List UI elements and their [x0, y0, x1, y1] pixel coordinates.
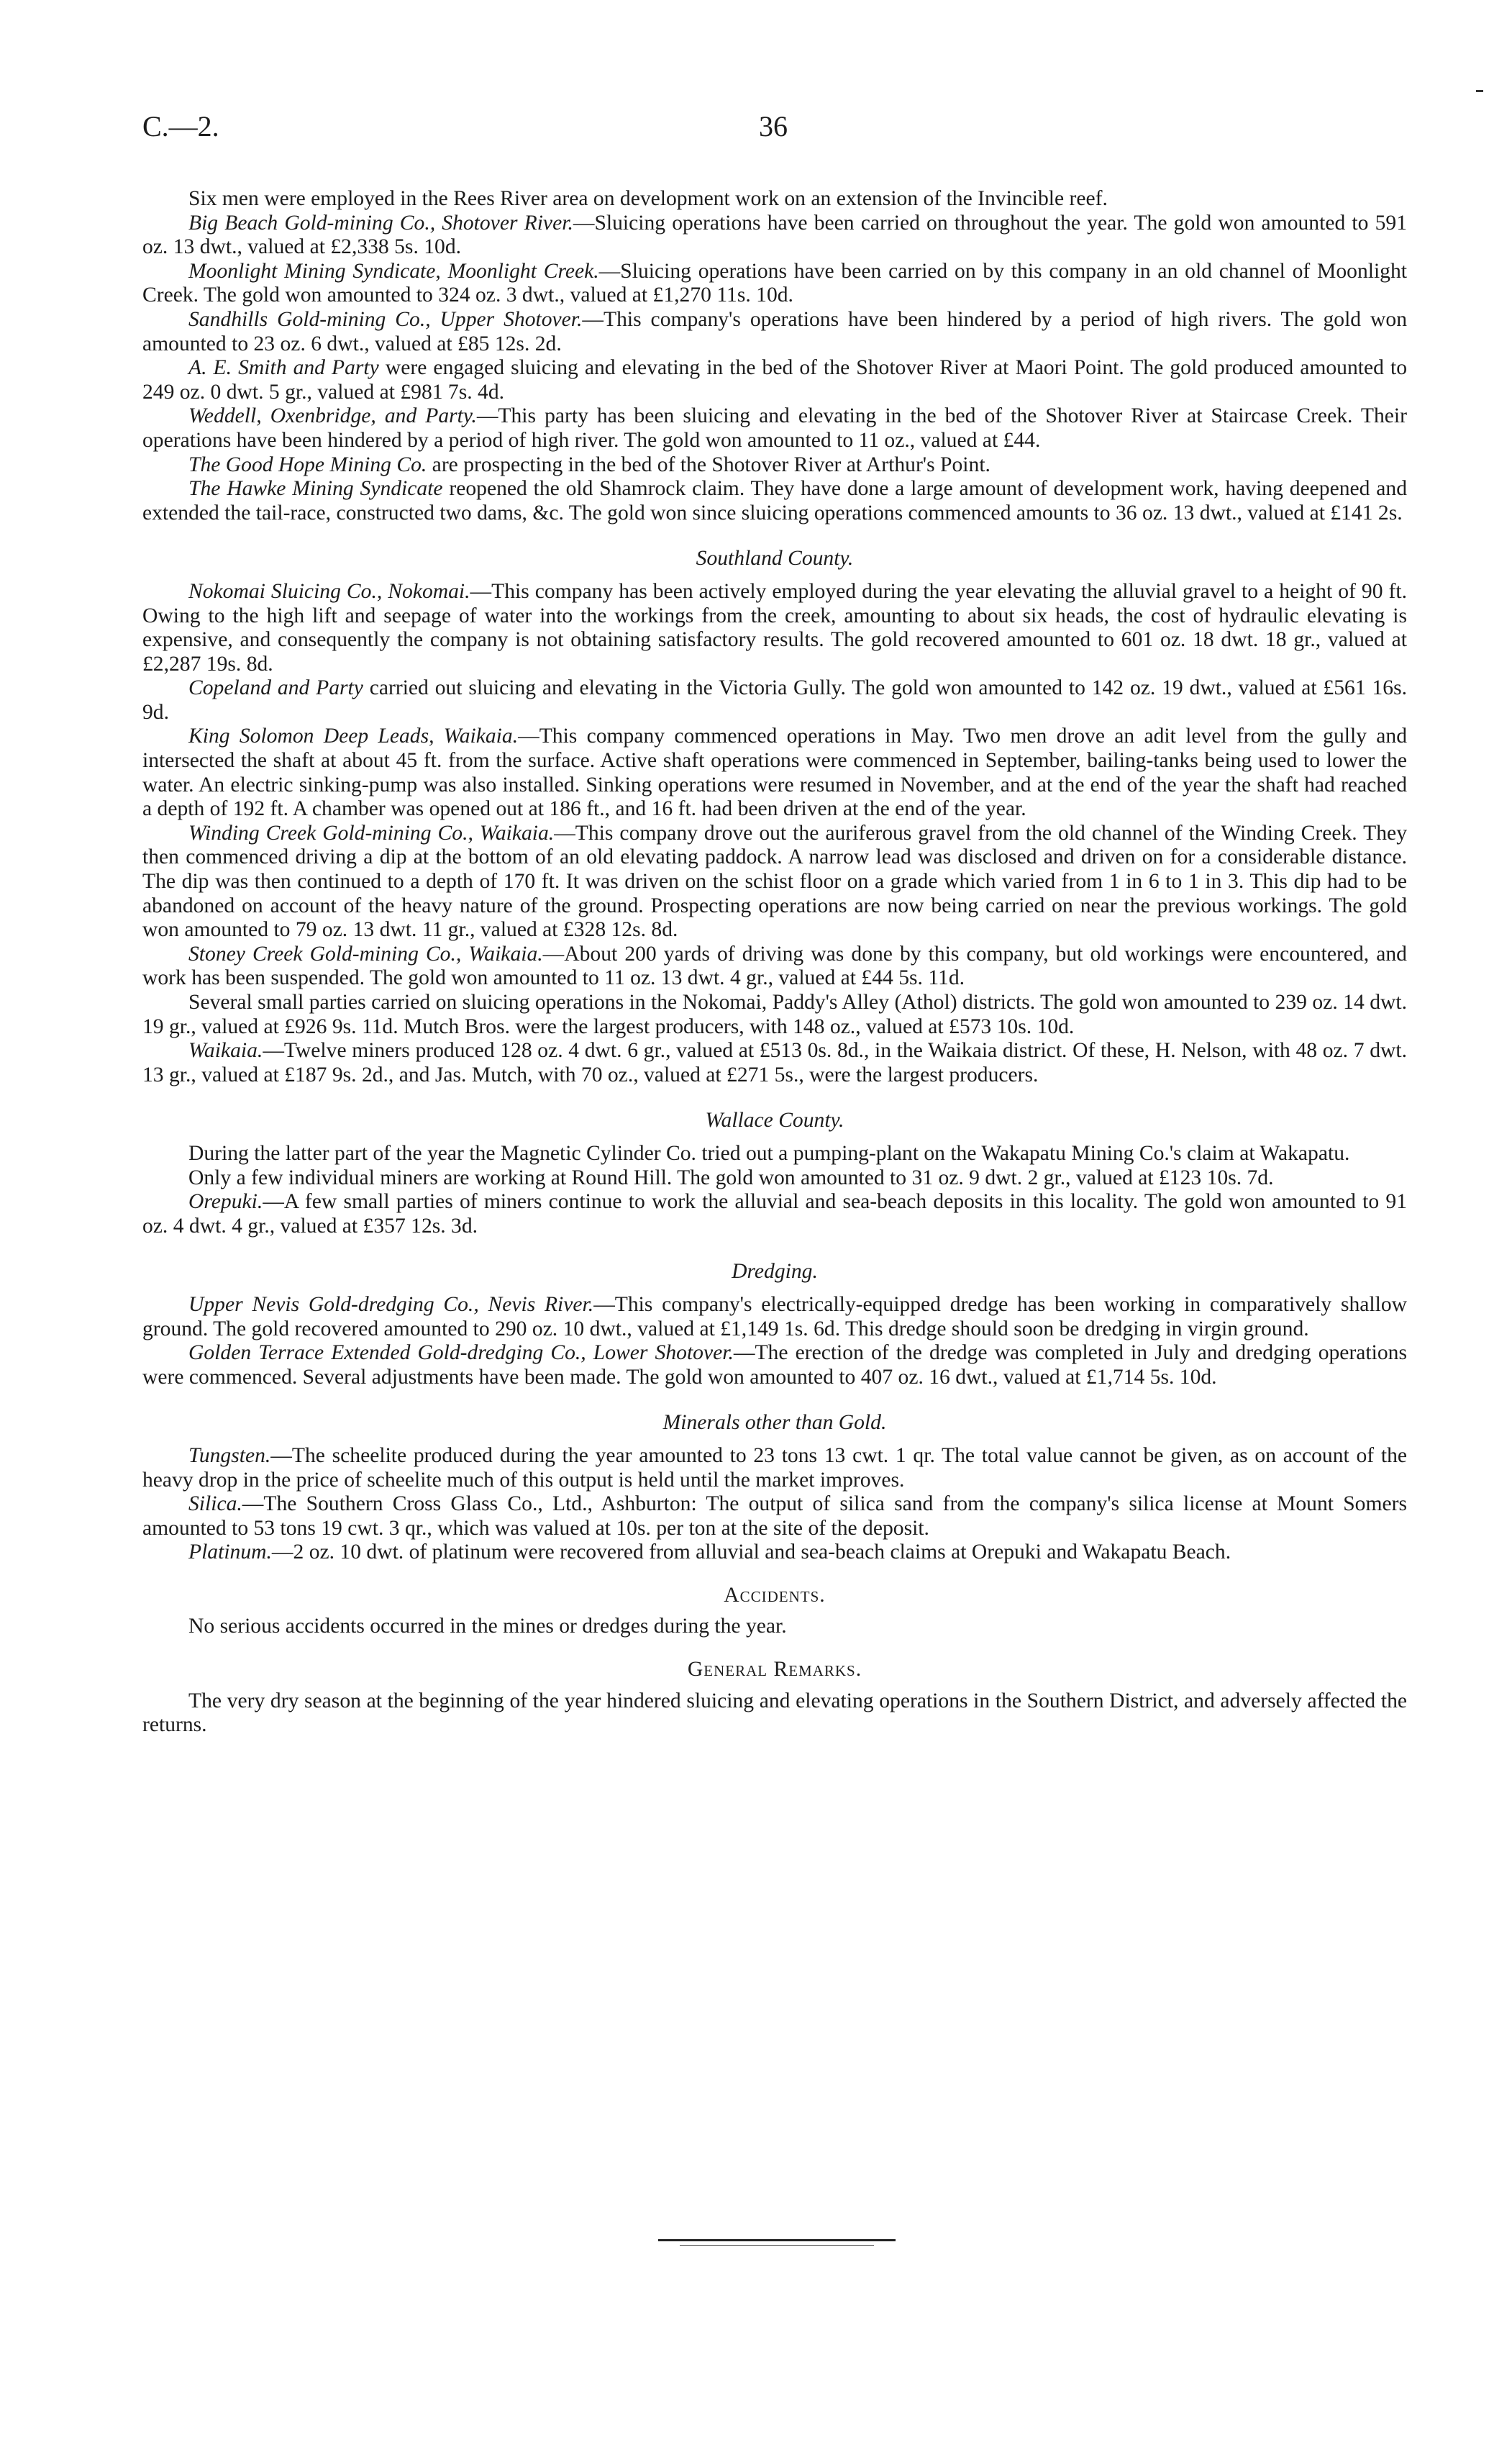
page-header — [142, 109, 1404, 153]
heading-dredging: Dredging. — [732, 1260, 818, 1284]
paragraph-text: The very dry season at the beginning of the year hindered sluicing and elevating operations in the Southern District, and adversely affected the returns. — [142, 1689, 1407, 1737]
section-otago-paragraphs — [142, 187, 1407, 525]
paragraph-text: are prospecting in the bed of the Shotover River at Arthur's Point. — [427, 453, 990, 476]
paragraph-lead: Golden Terrace Extended Gold-dredging Co., Lower Shotover. — [188, 1341, 734, 1365]
paragraph — [142, 1444, 1407, 1492]
end-rule — [658, 2239, 896, 2241]
section-wallace-paragraphs — [142, 1142, 1407, 1238]
paragraph-text: —This company's operations have been hindered by a period of high rivers. The gold won amounted to 23 oz. 6 dwt., valued at £85 12s. 2d. — [142, 307, 1407, 355]
paragraph-lead: The Good Hope Mining Co. — [188, 453, 427, 476]
paragraph-lead: Upper Nevis Gold-dredging Co., Nevis River. — [188, 1292, 594, 1316]
paragraph-text: —The scheelite produced during the year amounted to 23 tons 13 cwt. 1 qr. The total value cannot be given, as on account of the heavy drop in the price of scheelite much of this output is held until the market improves. — [142, 1443, 1407, 1492]
paragraph — [142, 1689, 1407, 1738]
paragraph — [142, 212, 1407, 260]
paragraph-text: —Sluicing operations have been carried on by this company in an old channel of Moonlight Creek. The gold won amounted to 324 oz. 3 dwt., valued at £1,270 11s. 10d. — [142, 259, 1407, 307]
section-southland-paragraphs — [142, 580, 1407, 1087]
paragraph-text: —This party has been sluicing and elevating in the bed of the Shotover River at Staircase Creek. Their operations have been hindered by a period of high river. The gold won amounted to 11 oz., valued at £44. — [142, 404, 1407, 452]
heading-wallace-county: Wallace County. — [705, 1109, 844, 1133]
end-rule-thin — [680, 2245, 874, 2246]
paragraph-text: —About 200 yards of driving was done by this company, but old workings were encountered, and work has been suspended. The gold won amounted to 11 oz. 13 dwt. 4 gr., valued at £44 5s. 11d. — [142, 942, 1407, 990]
document-reference: C.—2. — [142, 110, 219, 142]
paragraph — [142, 1142, 1407, 1166]
section-minerals-paragraphs — [142, 1444, 1407, 1565]
section-accidents-paragraphs — [142, 1615, 1407, 1639]
paragraph-lead: Waikaia. — [188, 1039, 263, 1063]
paragraph-text: —This company commenced operations in May. Two men drove an adit level from the gully and intersected the shaft at about 45 ft. from the surface. Active shaft operations were commenced in September, bailing-tanks being used to lower the water. An electric sinking-pump was also installed. Sinking operations were resumed in November, and at the end of the year the shaft had reached a depth of 192 ft. A chamber was opened out at 186 ft., and 16 ft. had been driven at the end of the year. — [142, 725, 1408, 821]
paragraph-lead: Nokomai Sluicing Co., Nokomai. — [188, 579, 470, 603]
heading-southland-county: Southland County. — [696, 547, 854, 571]
section-remarks-paragraphs — [142, 1689, 1407, 1738]
paragraph — [142, 822, 1407, 943]
paragraph-text: —This company drove out the auriferous gravel from the old channel of the Winding Creek. They then commenced driving a dip at the bottom of an old elevating paddock. A narrow lead was disclosed and driven on for a considerable distance. The dip was then continued to a depth of 170 ft. It was driven on the schist floor on a grade which varied from 1 in 6 to 1 in 3. This dip had to be abandoned on account of the heavy nature of the ground. Prospecting operations are now being carried on near the previous workings. The gold won amounted to 79 oz. 13 dwt. 11 gr., valued at £328 12s. 8d. — [142, 821, 1407, 942]
paragraph-lead: Weddell, Oxenbridge, and Party. — [188, 404, 477, 428]
paragraph — [142, 477, 1407, 525]
paragraph-text: —This company's electrically-equipped dredge has been working in comparatively shallow ground. The gold recovered amounted to 290 oz. 10 dwt., valued at £1,149 1s. 6d. This dredge should soon be dredging in virgin ground. — [142, 1292, 1408, 1340]
paragraph-text: —Twelve miners produced 128 oz. 4 dwt. 6 gr., valued at £513 0s. 8d., in the Waikaia district. Of these, H. Nelson, with 48 oz. 7 dwt. 13 gr., valued at £187 9s. 2d., and Jas. Mutch, with 70 oz., valued at £271 5s., were the largest producers. — [142, 1039, 1407, 1086]
paragraph-lead: Platinum. — [188, 1540, 272, 1564]
paragraph-text: During the latter part of the year the Magnetic Cylinder Co. tried out a pumping-plant on the Wakapatu Mining Co.'s claim at Wakapatu. — [188, 1141, 1350, 1165]
paragraph-lead: Copeland and Party — [188, 676, 363, 700]
paragraph-text: —This company has been actively employed during the year elevating the alluvial gravel to a height of 90 ft. Owing to the high lift and seepage of water into the workings from the creek, amounting to about six heads, the cost of hydraulic elevating is expensive, and consequently the company is not obtaining satisfactory results. The gold recovered amounted to 601 oz. 18 dwt. 18 gr., valued at £2,287 19s. 8d. — [142, 579, 1407, 676]
heading-accidents: Accidents. — [724, 1583, 826, 1607]
paragraph — [142, 260, 1407, 308]
heading-minerals: Minerals other than Gold. — [662, 1411, 887, 1435]
paragraph — [142, 1341, 1407, 1389]
paragraph-text: —The Southern Cross Glass Co., Ltd., Ashburton: The output of silica sand from the company's silica license at Mount Somers amounted to 53 tons 19 cwt. 3 qr., which was valued at 10s. per ton at the site of the deposit. — [142, 1492, 1407, 1540]
paragraph-lead: Orepuki. — [188, 1190, 263, 1214]
paragraph-text: —2 oz. 10 dwt. of platinum were recovered from alluvial and sea-beach claims at Orepuki and Wakapatu Beach. — [271, 1540, 1231, 1564]
paragraph — [142, 676, 1407, 725]
paragraph — [142, 356, 1407, 404]
paragraph — [142, 1039, 1407, 1087]
paragraph — [142, 1166, 1407, 1191]
paragraph — [142, 991, 1407, 1039]
paragraph-text: Several small parties carried on sluicing operations in the Nokomai, Paddy's Alley (Athol) districts. The gold won amounted to 239 oz. 14 dwt. 19 gr., valued at £926 9s. 11d. Mutch Bros. were the largest producers, with 148 oz., valued at £573 10s. 10d. — [142, 991, 1407, 1038]
paragraph-lead: Sandhills Gold-mining Co., Upper Shotover. — [188, 307, 583, 331]
page-number: 36 — [759, 110, 788, 142]
paragraph-text: carried out sluicing and elevating in the Victoria Gully. The gold won amounted to 142 oz. 19 dwt., valued at £561 16s. 9d. — [142, 676, 1407, 724]
paragraph — [142, 404, 1407, 453]
paragraph-lead: Stoney Creek Gold-mining Co., Waikaia. — [188, 942, 543, 966]
paragraph — [142, 1190, 1407, 1238]
paragraph-lead: The Hawke Mining Syndicate — [188, 477, 443, 501]
paragraph-text: Only a few individual miners are working at Round Hill. The gold won amounted to 31 oz. 9 dwt. 2 gr., valued at £123 10s. 7d. — [188, 1166, 1274, 1189]
paragraph — [142, 453, 1407, 478]
paragraph-text: No serious accidents occurred in the mines or dredges during the year. — [188, 1615, 787, 1638]
paragraph — [142, 1540, 1407, 1565]
paragraph — [142, 943, 1407, 991]
paragraph-lead: King Solomon Deep Leads, Waikaia. — [188, 725, 519, 748]
paragraph — [142, 1293, 1407, 1341]
paragraph-lead: Big Beach Gold-mining Co., Shotover River. — [188, 211, 573, 235]
paragraph — [142, 308, 1407, 356]
paragraph — [142, 725, 1407, 821]
paragraph — [142, 187, 1407, 212]
paragraph — [142, 1492, 1407, 1540]
paragraph-text: Six men were employed in the Rees River area on development work on an extension of the Invincible reef. — [188, 187, 1108, 210]
paragraph — [142, 580, 1407, 676]
paragraph-text: —Sluicing operations have been carried on throughout the year. The gold won amounted to 591 oz. 13 dwt., valued at £2,338 5s. 10d. — [142, 211, 1407, 259]
paragraph-text: —A few small parties of miners continue to work the alluvial and sea-beach deposits in this locality. The gold won amounted to 91 oz. 4 dwt. 4 gr., valued at £357 12s. 3d. — [142, 1190, 1407, 1238]
section-dredging-paragraphs — [142, 1293, 1407, 1389]
paragraph-lead: Moonlight Mining Syndicate, Moonlight Creek. — [188, 259, 599, 283]
body-text — [142, 187, 1407, 1738]
paragraph-text: reopened the old Shamrock claim. They have done a large amount of development work, having deepened and extended the tail-race, constructed two dams, &c. The gold won since sluicing operations commenced amounts to 36 oz. 13 dwt., valued at £141 2s. — [142, 477, 1407, 525]
margin-mark — [1476, 90, 1483, 92]
paragraph-text: —The erection of the dredge was completed in July and dredging operations were commenced. Several adjustments have been made. The gold won amounted to 407 oz. 16 dwt., valued at £1,714 5s. 10d. — [142, 1341, 1407, 1389]
paragraph — [142, 1615, 1407, 1639]
paragraph-lead: Silica. — [188, 1492, 242, 1516]
heading-general-remarks: General Remarks. — [687, 1658, 862, 1682]
paragraph-lead: Tungsten. — [188, 1443, 271, 1467]
paragraph-text: were engaged sluicing and elevating in the bed of the Shotover River at Maori Point. The gold produced amounted to 249 oz. 0 dwt. 5 gr., valued at £981 7s. 4d. — [142, 356, 1408, 404]
paragraph-lead: Winding Creek Gold-mining Co., Waikaia. — [188, 821, 555, 845]
paragraph-lead: A. E. Smith and Party — [188, 356, 379, 380]
